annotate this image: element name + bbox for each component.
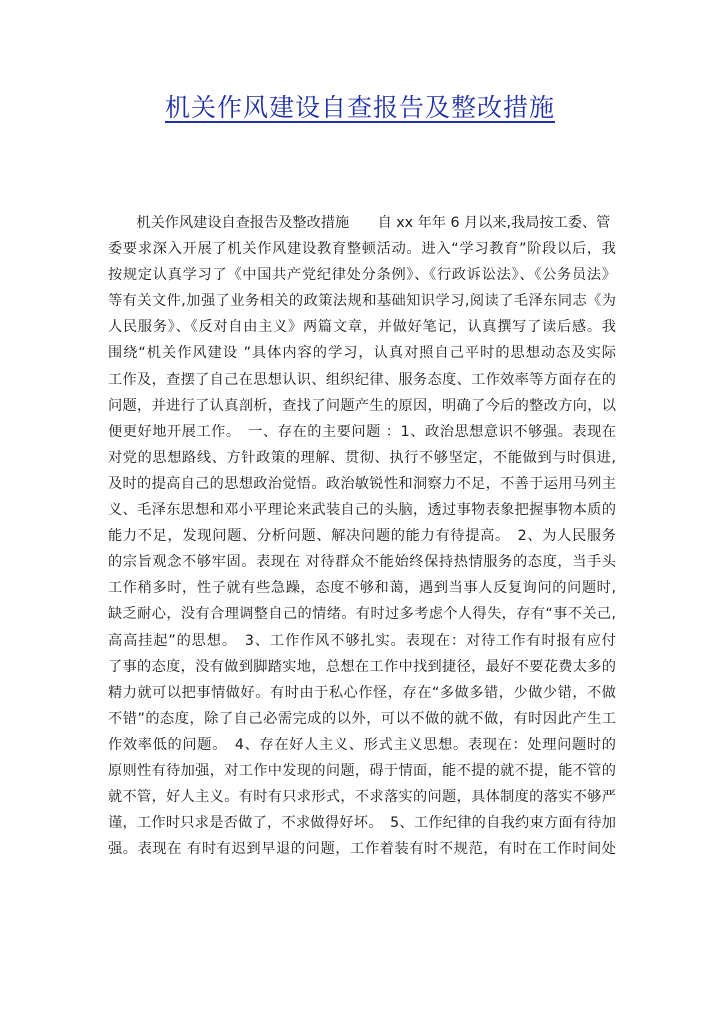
paragraph-line: 原则性有待加强，对工作中发现的问题，碍于情面，能不提的就不提，能不管的 (108, 762, 616, 779)
paragraph-line: 的宗旨观念不够牢固。表现在 对待群众不能始终保持热情服务的态度，当手头 (108, 554, 616, 571)
paragraph-line: 对党的思想路线、方针政策的理解、贯彻、执行不够坚定，不能做到与时俱进, (108, 449, 616, 466)
paragraph-line: 义、毛泽东思想和邓小平理论来武装自己的头脑，透过事物表象把握事物本质的 (108, 502, 616, 519)
paragraph-line: 作效率低的问题。 4、存在好人主义、形式主义思想。表现在：处理问题时的 (108, 736, 616, 753)
paragraph-line: 就不管，好人主义。有时有只求形式，不求落实的问题，具体制度的落实不够严 (108, 789, 616, 806)
paragraph-line: 工作及，查摆了自己在思想认识、组织纪律、服务态度、工作效率等方面存在的 (108, 371, 616, 388)
paragraph-line: 便更好地开展工作。 一、存在的主要问题 ：1、政治思想意识不够强。表现在 (108, 423, 616, 440)
paragraph-line: 围绕“机关作风建设 ”具体内容的学习，认真对照自己平时的思想动态及实际 (108, 345, 616, 362)
document-body (108, 210, 616, 862)
paragraph-line: 不错”的态度，除了自己必需完成的以外，可以不做的就不做，有时因此产生工 (108, 710, 616, 727)
paragraph-line: 缺乏耐心，没有合理调整自己的情绪。有时过多考虑个人得失，存有“事不关己, (108, 606, 616, 623)
paragraph-line: 及时的提高自己的思想政治觉悟。政治敏锐性和洞察力不足，不善于运用马列主 (108, 475, 616, 492)
paragraph-line: 人民服务》、《反对自由主义》两篇文章，并做好笔记，认真撰写了读后感。我 (108, 319, 616, 336)
document-title: 机关作风建设自查报告及整改措施 (164, 93, 555, 122)
paragraph-line: 等有关文件,加强了业务相关的政策法规和基础知识学习,阅读了毛泽东同志《为 (108, 293, 616, 310)
paragraph-line: 高高挂起”的思想。 3、工作作风不够扎实。表现在：对待工作有时报有应付 (108, 632, 616, 649)
paragraph-line: 谨，工作时只求是否做了，不求做得好坏。 5、工作纪律的自我约束方面有待加 (108, 815, 616, 832)
paragraph-line: 委要求深入开展了机关作风建设教育整顿活动。进入“学习教育”阶段以后，我 (108, 241, 616, 258)
paragraph-line: 工作稍多时，性子就有些急躁，态度不够和蔼，遇到当事人反复询问的问题时, (108, 580, 616, 597)
paragraph-line: 了事的态度，没有做到脚踏实地，总想在工作中找到捷径，最好不要花费太多的 (108, 658, 616, 675)
paragraph-line: 强。表现在 有时有迟到早退的问题，工作着装有时不规范，有时在工作时间处 (108, 841, 616, 858)
paragraph-line: 机关作风建设自查报告及整改措施 自 xx 年年 6 月以来,我局按工委、管 (108, 215, 611, 231)
paragraph-line: 问题，并进行了认真剖析，查找了问题产生的原因，明确了今后的整改方向，以 (108, 397, 616, 414)
paragraph-line: 按规定认真学习了《中国共产党纪律处分条例》、《行政诉讼法》、《公务员法》 (108, 267, 616, 284)
paragraph-line: 能力不足，发现问题、分析问题、解决问题的能力有待提高。 2、为人民服务 (108, 528, 616, 545)
paragraph-line: 精力就可以把事情做好。有时由于私心作怪，存在“多做多错，少做少错，不做 (108, 684, 616, 701)
